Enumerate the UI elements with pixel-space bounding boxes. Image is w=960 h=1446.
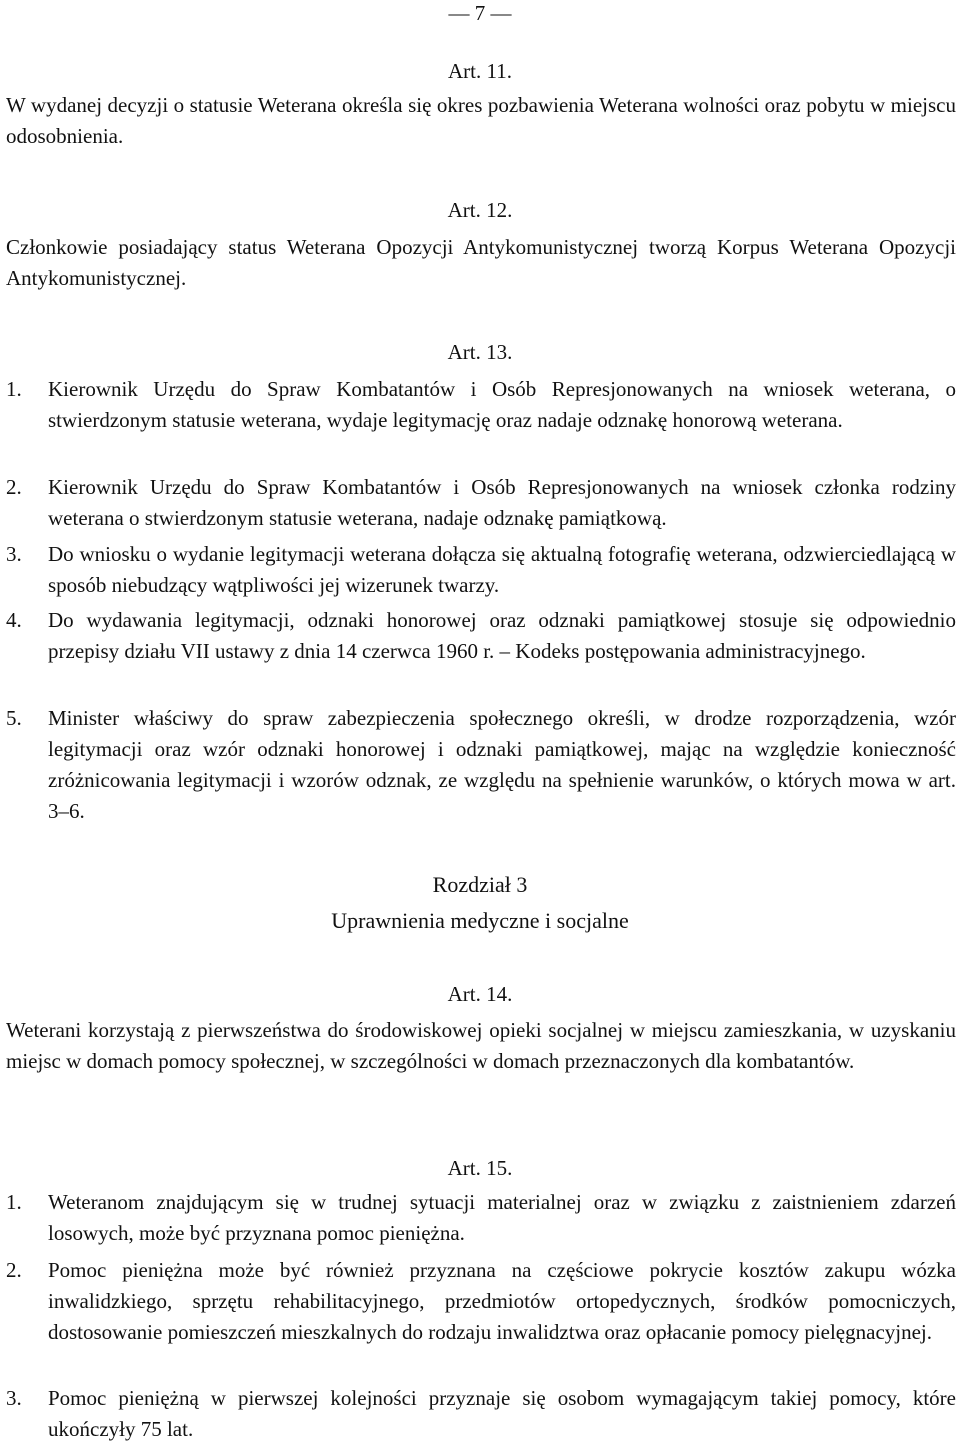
article-12-text: Członkowie posiadający status Weterana Opozycji Antykomunistycznej tworzą Korpus Weterana Opozycji Antykomunistycznej. xyxy=(6,235,956,290)
article-13-item-3 xyxy=(6,539,956,601)
item-number: 3. xyxy=(6,1386,22,1410)
item-number: 2. xyxy=(6,475,22,499)
article-15-item-2 xyxy=(6,1255,956,1348)
article-13-heading: Art. 13. xyxy=(447,340,513,364)
article-15-item-1 xyxy=(6,1187,956,1249)
item-text: Do wydawania legitymacji, odznaki honorowej oraz odznaki pamiątkowej stosuje się odpowiednio przepisy działu VII ustawy z dnia 14 czerwca 1960 r. – Kodeks postępowania administracyjnego. xyxy=(48,608,956,663)
chapter-subtitle: Uprawnienia medyczne i socjalne xyxy=(331,908,629,933)
item-number: 5. xyxy=(6,706,22,730)
article-11-heading: Art. 11. xyxy=(448,59,512,83)
article-15-item-3 xyxy=(6,1383,956,1445)
item-number: 3. xyxy=(6,542,22,566)
item-text: Minister właściwy do spraw zabezpieczenia społecznego określi, w drodze rozporządzenia, wzór legitymacji oraz wzór odznaki honorowej i odznaki pamiątkowej, mając na względzie konieczność zróżnicowania legitymacji i wzorów odznak, ze względu na spełnienie warunków, o których mowa w art. 3–6. xyxy=(48,706,956,823)
article-11-text: W wydanej decyzji o statusie Weterana określa się okres pozbawienia Weterana wolności oraz pobytu w miejscu odosobnienia. xyxy=(6,93,956,148)
article-12-heading: Art. 12. xyxy=(447,198,513,222)
article-13-item-5 xyxy=(6,703,956,827)
item-number: 1. xyxy=(6,377,22,401)
item-text: Pomoc pieniężna może być również przyznana na częściowe pokrycie kosztów zakupu wózka inwalidzkiego, sprzętu rehabilitacyjnego, przedmiotów ortopedycznych, środków pomocniczych, dostosowanie pomieszczeń mieszkalnych do rodzaju inwalidztwa oraz opłacanie pomocy pielęgnacyjnej. xyxy=(48,1258,956,1344)
article-14-heading: Art. 14. xyxy=(447,982,513,1006)
article-13-item-1 xyxy=(6,374,956,436)
item-number: 4. xyxy=(6,608,22,632)
item-text: Weteranom znajdującym się w trudnej sytuacji materialnej oraz w związku z zaistnieniem zdarzeń losowych, może być przyznana pomoc pieniężna. xyxy=(48,1190,956,1245)
item-text: Do wniosku o wydanie legitymacji weterana dołącza się aktualną fotografię weterana, odzwierciedlającą w sposób niebudzący wątpliwości jej wizerunek twarzy. xyxy=(48,542,956,597)
item-text: Pomoc pieniężną w pierwszej kolejności przyznaje się osobom wymagającym takiej pomocy, które ukończyły 75 lat. xyxy=(48,1386,956,1441)
article-13-item-4 xyxy=(6,605,956,667)
chapter-title: Rozdział 3 xyxy=(432,872,528,897)
article-14-text: Weterani korzystają z pierwszeństwa do środowiskowej opieki socjalnej w miejscu zamieszkania, w uzyskaniu miejsc w domach pomocy społecznej, w szczególności w domach przeznaczonych dla kombatantów. xyxy=(6,1018,956,1073)
item-text: Kierownik Urzędu do Spraw Kombatantów i Osób Represjonowanych na wniosek weterana, o stwierdzonym statusie weterana, wydaje legitymację oraz nadaje odznakę honorową weterana. xyxy=(48,377,956,432)
article-13-item-2 xyxy=(6,472,956,534)
item-number: 2. xyxy=(6,1258,22,1282)
page-number: — 7 — xyxy=(448,1,512,25)
article-15-heading: Art. 15. xyxy=(447,1156,513,1180)
item-text: Kierownik Urzędu do Spraw Kombatantów i Osób Represjonowanych na wniosek członka rodziny weterana o stwierdzonym statusie weterana, nadaje odznakę pamiątkową. xyxy=(48,475,956,530)
item-number: 1. xyxy=(6,1190,22,1214)
